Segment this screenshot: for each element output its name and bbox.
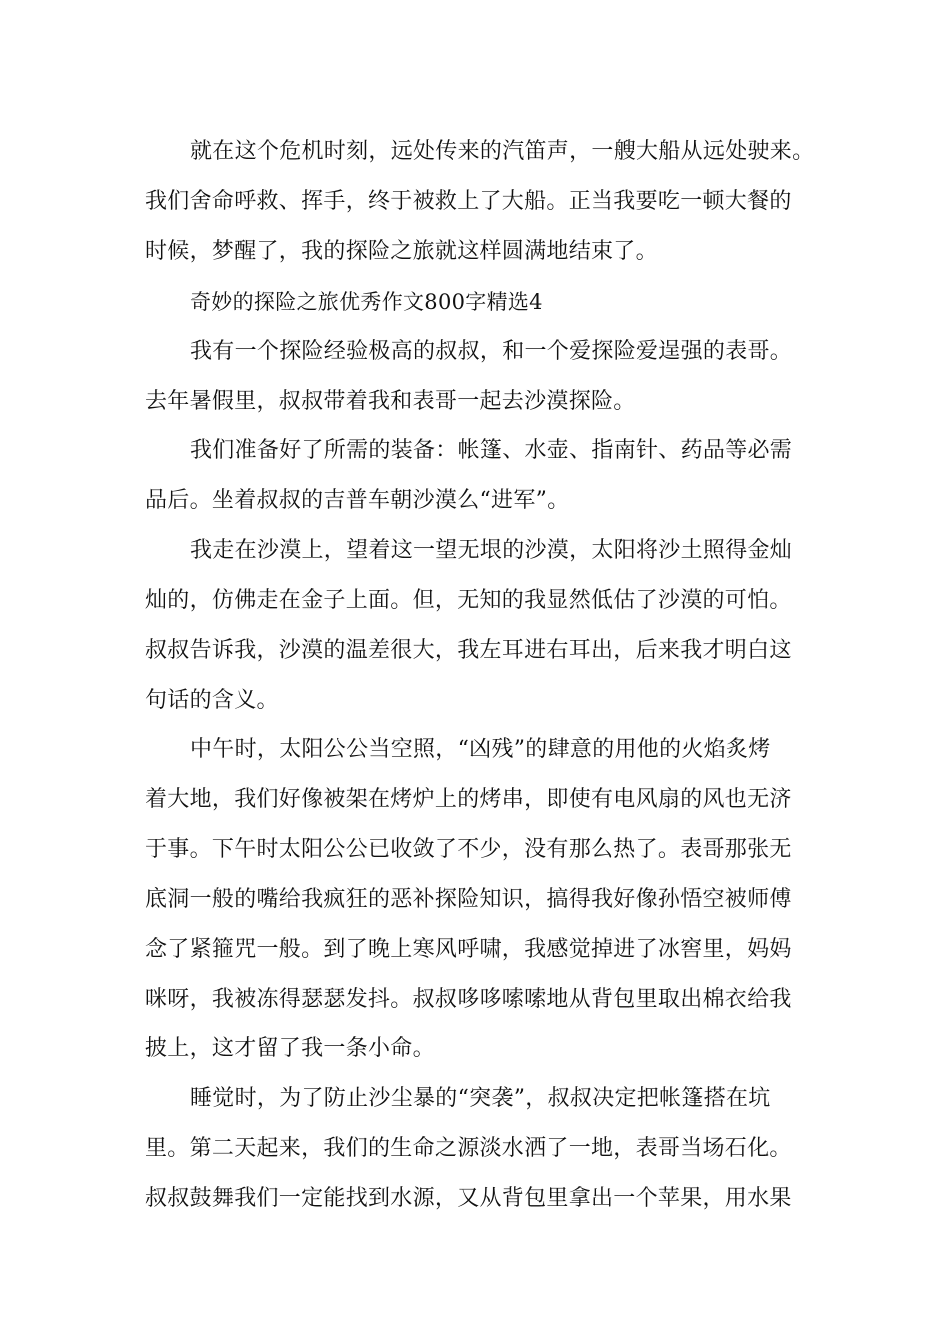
paragraph-line: 着大地，我们好像被架在烤炉上的烤串，即使有电风扇的风也无济	[145, 787, 792, 812]
paragraph-line: 灿的，仿佛走在金子上面。但，无知的我显然低估了沙漠的可怕。	[145, 588, 792, 613]
section-heading: 奇妙的探险之旅优秀作文800字精选4	[190, 290, 543, 314]
paragraph-line: 中午时，太阳公公当空照，“凶残”的肆意的用他的火焰炙烤	[190, 737, 771, 762]
paragraph-line: 咪呀，我被冻得瑟瑟发抖。叔叔哆哆嗦嗦地从背包里取出棉衣给我	[145, 987, 792, 1012]
paragraph-line: 时候，梦醒了，我的探险之旅就这样圆满地结束了。	[145, 239, 658, 264]
paragraph-line: 去年暑假里，叔叔带着我和表哥一起去沙漠探险。	[145, 389, 636, 414]
paragraph-line: 就在这个危机时刻，远处传来的汽笛声，一艘大船从远处驶来。	[190, 139, 815, 164]
paragraph-line: 底洞一般的嘴给我疯狂的恶补探险知识，搞得我好像孙悟空被师傅	[145, 887, 792, 912]
paragraph-line: 念了紧箍咒一般。到了晚上寒风呼啸，我感觉掉进了冰窖里，妈妈	[145, 937, 792, 962]
paragraph-line: 句话的含义。	[145, 688, 279, 713]
paragraph-line: 叔叔告诉我，沙漠的温差很大，我左耳进右耳出，后来我才明白这	[145, 638, 792, 663]
paragraph-line: 叔叔鼓舞我们一定能找到水源，又从背包里拿出一个苹果，用水果	[145, 1186, 792, 1211]
paragraph-line: 我们准备好了所需的装备：帐篷、水壶、指南针、药品等必需	[190, 438, 793, 463]
paragraph-line: 我有一个探险经验极高的叔叔，和一个爱探险爱逞强的表哥。	[190, 339, 793, 364]
paragraph-line: 品后。坐着叔叔的吉普车朝沙漠么“进军”。	[145, 488, 570, 513]
paragraph-line: 我走在沙漠上，望着这一望无垠的沙漠，太阳将沙土照得金灿	[190, 538, 793, 563]
paragraph-line: 睡觉时，为了防止沙尘暴的“突袭”，叔叔决定把帐篷搭在坑	[190, 1086, 771, 1111]
paragraph-line: 于事。下午时太阳公公已收敛了不少，没有那么热了。表哥那张无	[145, 837, 792, 862]
paragraph-line: 里。第二天起来，我们的生命之源淡水洒了一地，表哥当场石化。	[145, 1136, 792, 1161]
paragraph-line: 我们舍命呼救、挥手，终于被救上了大船。正当我要吃一顿大餐的	[145, 189, 792, 214]
paragraph-line: 披上，这才留了我一条小命。	[145, 1036, 435, 1061]
